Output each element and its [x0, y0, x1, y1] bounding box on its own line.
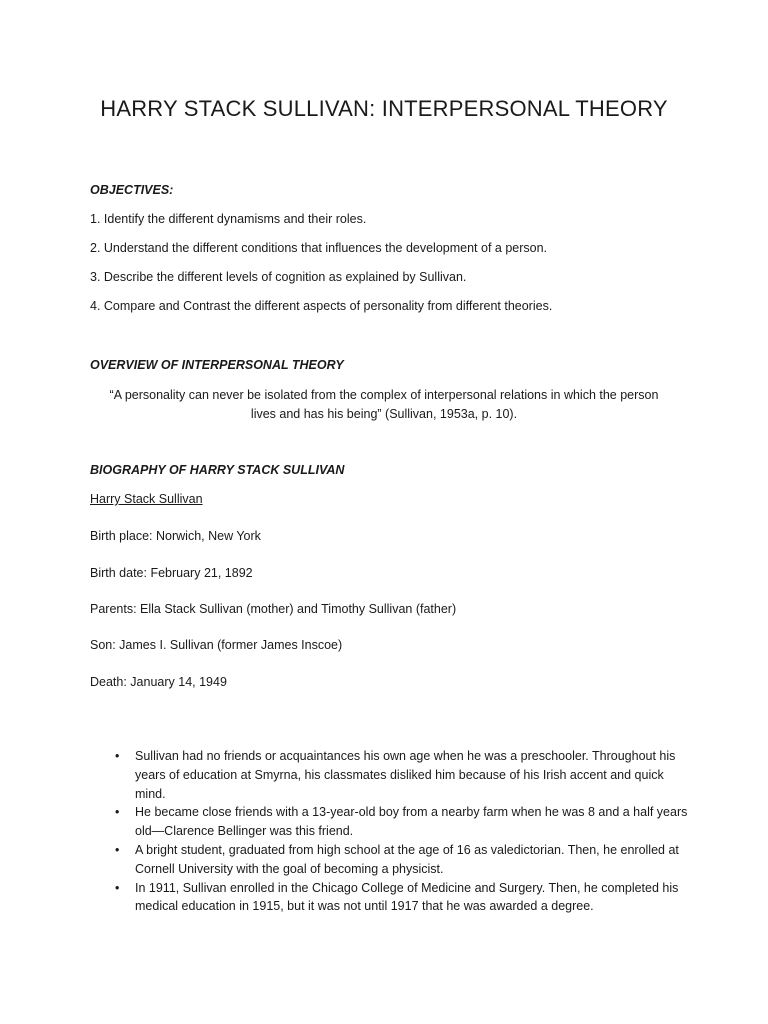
bullet-item-1	[90, 747, 690, 803]
bullet-text: Sullivan had no friends or acquaintances his own age when he was a preschooler. Throughout his years of education at Smyrna, his classmates disliked him because of his Irish accent and quick mind.	[135, 749, 676, 801]
birth-date: Birth date: February 21, 1892	[90, 566, 253, 580]
quote-line-2: lives and has his being” (Sullivan, 1953a, p. 10).	[250, 407, 518, 421]
son: Son: James I. Sullivan (former James Inscoe)	[90, 638, 343, 652]
biography-name: Harry Stack Sullivan	[90, 492, 203, 506]
biography-bullet-list	[90, 747, 690, 916]
birth-place: Birth place: Norwich, New York	[90, 529, 261, 543]
bullet-item-4	[90, 879, 690, 917]
overview-heading: OVERVIEW OF INTERPERSONAL THEORY	[90, 358, 344, 372]
objective-item-3: 3. Describe the different levels of cognition as explained by Sullivan.	[90, 270, 467, 284]
bullet-text: He became close friends with a 13-year-old boy from a nearby farm when he was 8 and a half years old—Clarence Bellinger was this friend.	[135, 805, 688, 839]
biography-heading: BIOGRAPHY OF HARRY STACK SULLIVAN	[90, 463, 345, 477]
bullet-item-3	[90, 841, 690, 879]
bullet-dot: •	[115, 805, 120, 820]
parents: Parents: Ella Stack Sullivan (mother) and Timothy Sullivan (father)	[90, 602, 457, 616]
document-title: HARRY STACK SULLIVAN: INTERPERSONAL THEORY	[100, 96, 668, 121]
bullet-item-2	[90, 803, 690, 841]
objectives-heading: OBJECTIVES:	[90, 183, 174, 197]
bullet-text: In 1911, Sullivan enrolled in the Chicago College of Medicine and Surgery. Then, he completed his medical education in 1915, but it was not until 1917 that he was awarded a degree.	[135, 880, 679, 914]
bullet-dot: •	[115, 842, 120, 857]
death: Death: January 14, 1949	[90, 675, 227, 689]
bullet-dot: •	[115, 749, 120, 763]
bullet-text: A bright student, graduated from high school at the age of 16 as valedictorian. Then, he enrolled at Cornell University with the goal of becoming a physicist.	[135, 842, 679, 876]
quote-line-1: “A personality can never be isolated from the complex of interpersonal relations in which the person	[109, 388, 659, 402]
overview-quote	[90, 386, 678, 424]
bullet-dot: •	[115, 880, 120, 895]
objective-item-2: 2. Understand the different conditions that influences the development of a person.	[90, 241, 548, 255]
objective-item-1: 1. Identify the different dynamisms and their roles.	[90, 212, 367, 226]
objective-item-4: 4. Compare and Contrast the different aspects of personality from different theories.	[90, 299, 553, 313]
